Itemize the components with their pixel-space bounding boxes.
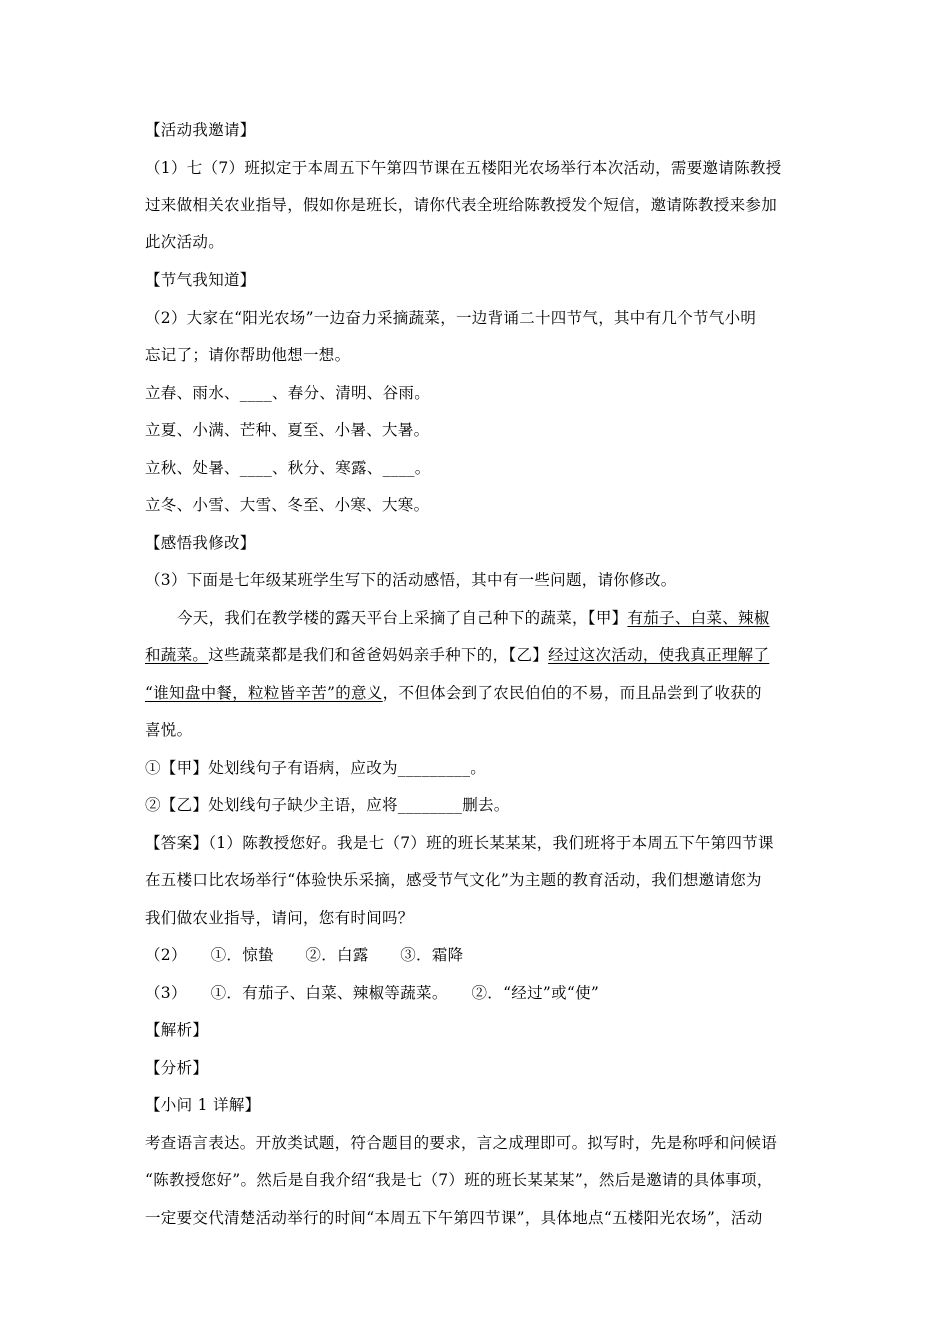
spring-terms: 立春、雨水、____、春分、清明、谷雨。 xyxy=(145,384,431,402)
heading-detail-1: 【小问 1 详解】 xyxy=(145,1096,261,1114)
underlined-sentence-jia-end: 和蔬菜。 xyxy=(145,646,209,664)
sub-question-1: ①【甲】处划线句子有语病，应改为_________。 xyxy=(145,759,487,777)
heading-analysis: 【解析】 xyxy=(145,1021,209,1039)
heading-invite: 【活动我邀请】 xyxy=(145,121,256,139)
question-1-line-2: 过来做相关农业指导，假如你是班长，请你代表全班给陈教授发个短信，邀请陈教授来参加 xyxy=(145,196,778,214)
winter-terms: 立冬、小雪、大雪、冬至、小寒、大寒。 xyxy=(145,496,430,514)
answer-line-1: 【答案】（1）陈教授您好。我是七（7）班的班长某某某，我们班将于本周五下午第四节课 xyxy=(145,834,774,852)
heading-breakdown: 【分析】 xyxy=(145,1059,209,1077)
heading-solar-terms: 【节气我知道】 xyxy=(145,271,256,289)
answer-3: （3） ①．有茄子、白菜、辣椒等蔬菜。 ②．“经过”或“使” xyxy=(145,984,600,1002)
explanation-line-2: “陈教授您好”。然后是自我介绍“我是七（7）班的班长某某某”，然后是邀请的具体事项， xyxy=(145,1171,773,1189)
question-2-line-1: （2）大家在“阳光农场”一边奋力采摘蔬菜，一边背诵二十四节气，其中有几个节气小明 xyxy=(145,309,757,327)
underlined-sentence-yi-end: “谁知盘中餐，粒粒皆辛苦”的意义 xyxy=(145,684,383,702)
question-3-line-1: （3）下面是七年级某班学生写下的活动感悟，其中有一些问题，请你修改。 xyxy=(145,571,677,589)
explanation-line-3: 一定要交代清楚活动举行的时间“本周五下午第四节课”，具体地点“五楼阳光农场”，活动 xyxy=(145,1209,763,1227)
answer-2: （2） ①．惊蛰 ②．白露 ③．霜降 xyxy=(145,946,464,964)
passage-line-3 xyxy=(145,683,762,703)
autumn-terms: 立秋、处暑、____、秋分、寒露、____。 xyxy=(145,459,431,477)
passage-line-1 xyxy=(177,608,770,628)
question-2-line-2: 忘记了；请你帮助他想一想。 xyxy=(145,346,351,364)
underlined-sentence-jia: 有茄子、白菜、辣椒 xyxy=(627,609,770,627)
question-1-line-3: 此次活动。 xyxy=(145,233,225,251)
passage-line-2 xyxy=(145,645,769,665)
underlined-sentence-yi: 经过这次活动，使我真正理解了 xyxy=(548,646,770,664)
explanation-line-1: 考查语言表达。开放类试题，符合题目的要求，言之成理即可。拟写时，先是称呼和问候语 xyxy=(145,1134,778,1152)
passage-text: ，不但体会到了农民伯伯的不易，而且品尝到了收获的 xyxy=(382,684,762,702)
summer-terms: 立夏、小满、芒种、夏至、小暑、大暑。 xyxy=(145,421,430,439)
passage-text: 今天，我们在教学楼的露天平台上采摘了自己种下的蔬菜，【甲】 xyxy=(177,609,628,627)
passage-line-4: 喜悦。 xyxy=(145,721,193,739)
question-1-line-1: （1）七（7）班拟定于本周五下午第四节课在五楼阳光农场举行本次活动，需要邀请陈教授 xyxy=(145,159,782,177)
answer-line-2: 在五楼口比农场举行“体验快乐采摘，感受节气文化”为主题的教育活动，我们想邀请您为 xyxy=(145,871,762,889)
answer-line-3: 我们做农业指导，请问，您有时间吗？ xyxy=(145,909,414,927)
sub-question-2: ②【乙】处划线句子缺少主语，应将________删去。 xyxy=(145,796,510,814)
passage-text: 这些蔬菜都是我们和爸爸妈妈亲手种下的，【乙】 xyxy=(208,646,549,664)
heading-revise: 【感悟我修改】 xyxy=(145,534,256,552)
